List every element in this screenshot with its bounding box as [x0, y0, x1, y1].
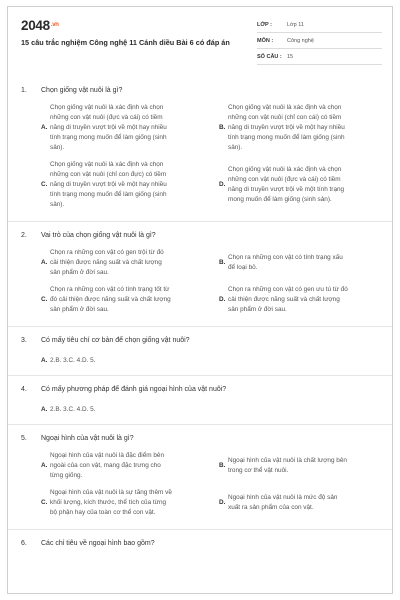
- option-letter: A.: [41, 259, 48, 266]
- question-line: [8, 424, 393, 451]
- inline-options[interactable]: [8, 353, 393, 375]
- option-text: Chọn giống vật nuôi là xác định và chọn những con vật nuôi (đực và cái) có tiềm năng di truyền vượt trội về một hay nhiều tính trạng mong muốn để làm giống (sinh sản).: [50, 104, 167, 151]
- question-list: [8, 77, 393, 556]
- option-text: Chọn ra những con vật có tính trạng xấu để loại bỏ.: [228, 254, 343, 271]
- option-text: Chọn ra những con vật có gen trội từ đó cải thiện được năng suất và chất lượng sản phẩm ở đời sau.: [50, 249, 164, 276]
- option-text: Chọn giống vật nuôi là xác định và chọn những con vật nuôi (chỉ con đực) có tiềm năng di truyền vượt trội về một hay nhiều tính trạng mong muốn để làm giống (sinh sản).: [50, 161, 167, 208]
- meta-key: LỚP :: [257, 21, 272, 28]
- options-grid: [8, 103, 393, 221]
- question-4: [8, 375, 393, 424]
- option-letter: D.: [219, 181, 226, 188]
- option-text: Ngoại hình của vật nuôi là sự tăng thêm về khối lượng, kích thước, thể tích của từng bộ phận hay của toàn cơ thể con vật.: [50, 489, 172, 516]
- option-text: Ngoại hình của vật nuôi là chất lượng bên trong cơ thể vật nuôi.: [228, 457, 347, 474]
- option-text: 2.B. 3.C. 4.D. 5.: [50, 357, 96, 364]
- meta-value: Công nghệ: [287, 37, 314, 44]
- option-text: Chọn giống vật nuôi là xác định và chọn những con vật nuôi (đực và cái) có tiềm năng di truyền vượt trội về một tính trạng mong muốn để làm giống (sinh sản).: [228, 166, 345, 203]
- meta-row-class: [257, 17, 382, 33]
- question-6: [8, 529, 393, 556]
- option-letter: C.: [41, 499, 48, 506]
- question-2: [8, 221, 393, 326]
- question-text: Vai trò của chọn giống vật nuôi là gì?: [41, 231, 156, 239]
- option-text: Chọn ra những con vật có tính trạng tốt từ đó cải thiện được năng suất và chất lượng sản phẩm ở đời sau.: [50, 286, 171, 313]
- meta-key: MÔN :: [257, 37, 274, 44]
- meta-value: 15: [287, 53, 294, 60]
- option-text: Chọn ra những con vật có gen ưu tú từ đó cải thiện được năng suất và chất lượng sản phẩm ở đời sau.: [228, 286, 348, 313]
- meta-key: SỐ CÂU :: [257, 53, 282, 60]
- meta-value: Lớp 11: [287, 21, 304, 28]
- option-b[interactable]: [219, 103, 389, 153]
- option-letter: C.: [41, 181, 48, 188]
- option-text: Chọn giống vật nuôi là xác định và chọn những con vật nuôi (chỉ con cái) có tiềm năng di truyền vượt trội về một hay nhiều tính trạng mong muốn để làm giống (sinh sản).: [228, 104, 345, 151]
- question-line: [8, 529, 393, 556]
- option-c[interactable]: [41, 488, 211, 518]
- question-number: 6.: [21, 539, 27, 547]
- question-3: [8, 326, 393, 375]
- option-a[interactable]: [41, 103, 211, 153]
- question-line: [8, 375, 393, 402]
- page-title: 15 câu trắc nghiệm Công nghệ 11 Cánh diều Bài 6 có đáp án: [21, 38, 230, 47]
- meta-table: [257, 17, 382, 65]
- option-letter: D.: [219, 499, 226, 506]
- question-number: 5.: [21, 434, 27, 442]
- option-text: Ngoại hình của vật nuôi là mức độ sản xuất ra sản phẩm của con vật.: [228, 494, 338, 511]
- site-logo[interactable]: [21, 18, 59, 33]
- option-b[interactable]: [219, 248, 389, 278]
- option-letter: C.: [41, 296, 48, 303]
- question-text: Ngoại hình của vật nuôi là gì?: [41, 434, 134, 442]
- question-5: [8, 424, 393, 529]
- option-letter: B.: [219, 124, 226, 131]
- document-header: [8, 7, 392, 65]
- question-text: Có mấy phương pháp để đánh giá ngoại hình của vật nuôi?: [41, 385, 227, 393]
- option-text: Ngoại hình của vật nuôi là đặc điểm bên ngoài của con vật, mang đặc trưng cho từng giống.: [50, 452, 165, 479]
- question-number: 4.: [21, 385, 27, 393]
- meta-row-count: [257, 49, 382, 65]
- options-grid: [8, 248, 393, 326]
- document-page: [7, 6, 393, 594]
- question-line: [8, 77, 393, 103]
- question-number: 2.: [21, 231, 27, 239]
- option-letter: D.: [219, 296, 226, 303]
- inline-options[interactable]: [8, 402, 393, 424]
- option-a[interactable]: [41, 248, 211, 278]
- logo-text: 2048: [21, 18, 50, 33]
- option-a[interactable]: [41, 451, 211, 481]
- option-c[interactable]: [41, 285, 211, 315]
- question-text: Các chỉ tiêu về ngoại hình bao gồm?: [41, 539, 155, 547]
- option-d[interactable]: [219, 160, 389, 210]
- meta-row-subject: [257, 33, 382, 49]
- question-line: [8, 326, 393, 353]
- logo-suffix: .vn: [50, 22, 59, 28]
- question-text: Chọn giống vật nuôi là gì?: [41, 86, 123, 94]
- question-1: [8, 77, 393, 221]
- option-letter: A.: [41, 462, 48, 469]
- option-d[interactable]: [219, 488, 389, 518]
- question-line: [8, 221, 393, 248]
- option-c[interactable]: [41, 160, 211, 210]
- option-b[interactable]: [219, 451, 389, 481]
- option-d[interactable]: [219, 285, 389, 315]
- option-letter: A.: [41, 406, 48, 413]
- option-letter: A.: [41, 357, 48, 364]
- option-letter: B.: [219, 259, 226, 266]
- option-text: 2.B. 3.C. 4.D. 5.: [50, 406, 96, 413]
- question-number: 1.: [21, 86, 27, 94]
- option-letter: A.: [41, 124, 48, 131]
- option-letter: B.: [219, 462, 226, 469]
- question-text: Có mấy tiêu chí cơ bản để chọn giống vật nuôi?: [41, 336, 190, 344]
- question-number: 3.: [21, 336, 27, 344]
- options-grid: [8, 451, 393, 529]
